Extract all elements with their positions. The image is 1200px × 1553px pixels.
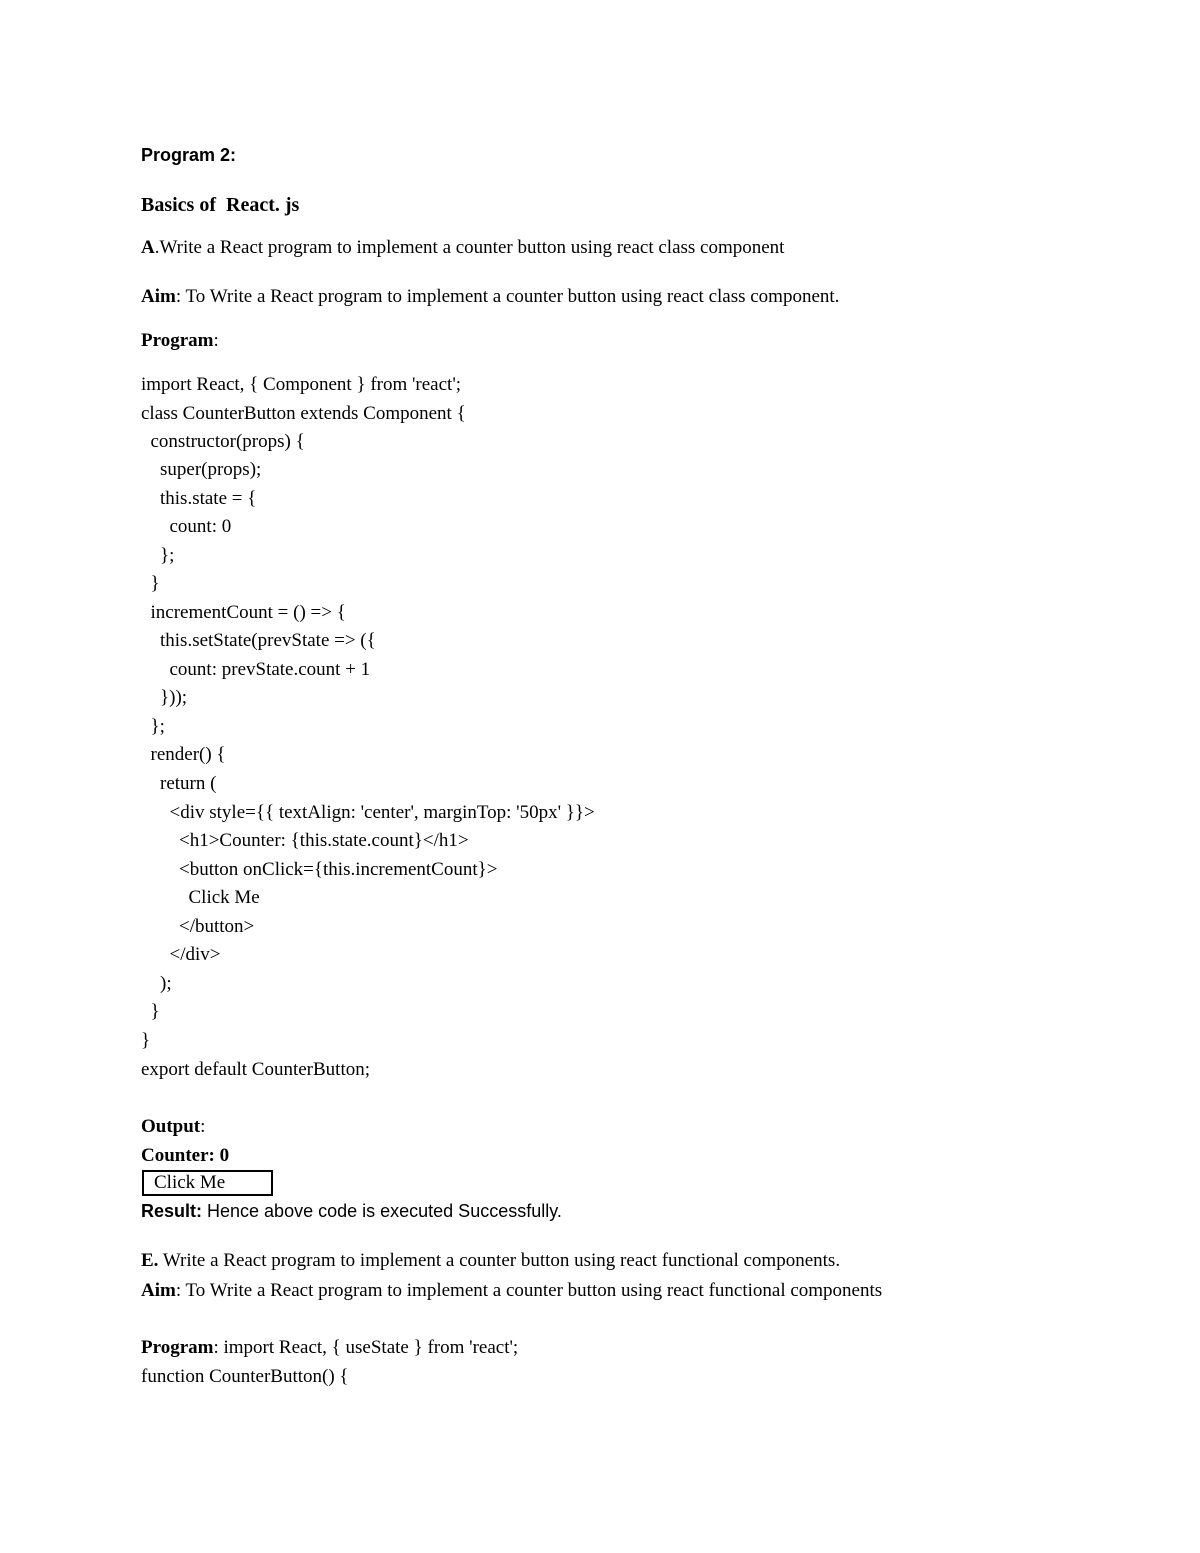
- code-line: count: prevState.count + 1: [141, 659, 371, 680]
- code-line: </button>: [141, 916, 255, 937]
- code-line: count: 0: [141, 516, 232, 537]
- aim-e: [141, 1280, 882, 1302]
- code-line: export default CounterButton;: [141, 1059, 371, 1080]
- result-line: [141, 1201, 562, 1222]
- code-line: }: [141, 1001, 160, 1022]
- code-line: };: [141, 545, 175, 566]
- code-line: Click Me: [141, 887, 260, 908]
- question-e: [141, 1250, 840, 1272]
- output-colon: :: [200, 1116, 206, 1137]
- code-line: this.setState(prevState => ({: [141, 630, 376, 651]
- program-a-label: Program: [141, 330, 214, 351]
- output-label: Output: [141, 1116, 201, 1137]
- program-e-text: : import React, { useState } from 'react';: [213, 1337, 519, 1358]
- section-subtitle: Basics of React. js: [141, 194, 300, 216]
- result-text: Hence above code is executed Successfully.: [202, 1201, 562, 1221]
- code-line: }));: [141, 687, 188, 708]
- program-number-heading: Program 2:: [141, 145, 237, 165]
- question-e-text: Write a React program to implement a counter button using react functional components.: [158, 1250, 841, 1271]
- result-label: Result:: [141, 1201, 203, 1221]
- code-line: };: [141, 716, 165, 737]
- code-line: import React, { Component } from 'react';: [141, 374, 462, 395]
- program-a-heading: [141, 330, 219, 352]
- aim-e-label: Aim: [141, 1280, 176, 1301]
- counter-display: Counter: 0: [141, 1145, 230, 1166]
- aim-a: [141, 286, 839, 308]
- aim-e-text: : To Write a React program to implement a counter button using react functional components: [175, 1280, 883, 1301]
- question-a-text: .Write a React program to implement a counter button using react class component: [154, 237, 785, 258]
- code-line: constructor(props) {: [141, 431, 305, 452]
- code-line: incrementCount = () => {: [141, 602, 346, 623]
- code-line: }: [141, 1030, 151, 1051]
- question-e-marker: E.: [141, 1250, 159, 1271]
- code-line: class CounterButton extends Component {: [141, 403, 466, 424]
- code-line: </div>: [141, 944, 221, 965]
- code-line: }: [141, 573, 160, 594]
- program-e-heading: [141, 1337, 518, 1359]
- code-line: this.state = {: [141, 488, 257, 509]
- aim-a-text: : To Write a React program to implement a counter button using react class component.: [175, 286, 840, 307]
- code-line: <h1>Counter: {this.state.count}</h1>: [141, 830, 469, 851]
- code-line: return (: [141, 773, 217, 794]
- aim-a-label: Aim: [141, 286, 176, 307]
- question-a-marker: A: [141, 237, 155, 258]
- click-me-button[interactable]: Click Me: [142, 1170, 273, 1196]
- code-line: super(props);: [141, 459, 262, 480]
- code-line: <button onClick={this.incrementCount}>: [141, 859, 498, 880]
- code-line: );: [141, 973, 172, 994]
- code-line: function CounterButton() {: [141, 1366, 349, 1387]
- program-e-label: Program: [141, 1337, 214, 1358]
- code-line: render() {: [141, 744, 226, 765]
- output-heading: [141, 1116, 205, 1138]
- code-line: <div style={{ textAlign: 'center', marginTop: '50px' }}>: [141, 802, 595, 823]
- question-a: [141, 237, 784, 259]
- program-a-colon: :: [213, 330, 219, 351]
